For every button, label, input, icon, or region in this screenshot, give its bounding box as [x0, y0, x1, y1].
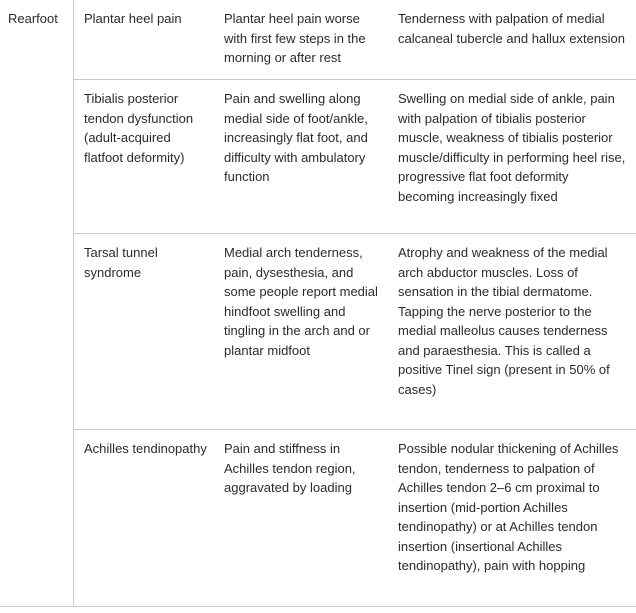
table-row [74, 0, 636, 80]
signs-cell: Atrophy and weakness of the medial arch abductor muscles. Loss of sensation in the tibial dermatome. Tapping the nerve posterior to the medial malleolus causes tenderness and paraesthesia. This is called a positive Tinel sign (present in 50% of cases) [398, 245, 610, 397]
condition-cell: Plantar heel pain [84, 11, 182, 26]
table-row [74, 430, 636, 606]
table-row [74, 80, 636, 234]
condition-cell: Tarsal tunnel syndrome [84, 245, 158, 280]
symptoms-cell: Pain and stiffness in Achilles tendon region, aggravated by loading [224, 441, 356, 495]
region-label: Rearfoot [8, 11, 58, 26]
signs-cell: Swelling on medial side of ankle, pain with palpation of tibialis posterior muscle, weakness of tibialis posterior muscle/difficulty in performing heel rise, progressive flat foot deformity becoming increasingly fixed [398, 91, 626, 204]
table-bottom-border [0, 606, 636, 607]
condition-cell: Tibialis posterior tendon dysfunction (adult-acquired flatfoot deformity) [84, 91, 194, 165]
symptoms-cell: Pain and swelling along medial side of foot/ankle, increasingly flat foot, and difficulty with ambulatory function [224, 91, 368, 184]
condition-cell: Achilles tendinopathy [84, 441, 207, 456]
signs-cell: Tenderness with palpation of medial calcaneal tubercle and hallux extension [398, 11, 625, 46]
signs-cell: Possible nodular thickening of Achilles tendon, tenderness to palpation of Achilles tendon 2–6 cm proximal to insertion (mid-portion Achilles tendinopathy) or at Achilles tendon insertion (insertional Achilles tendinopathy), pain with hopping [398, 441, 619, 573]
table-row [74, 234, 636, 430]
region-column [0, 0, 74, 606]
symptoms-cell: Plantar heel pain worse with first few steps in the morning or after rest [224, 11, 366, 65]
table-body [74, 0, 636, 606]
symptoms-cell: Medial arch tenderness, pain, dysesthesia, and some people report medial hindfoot swelling and tingling in the arch and or plantar midfoot [224, 245, 378, 358]
